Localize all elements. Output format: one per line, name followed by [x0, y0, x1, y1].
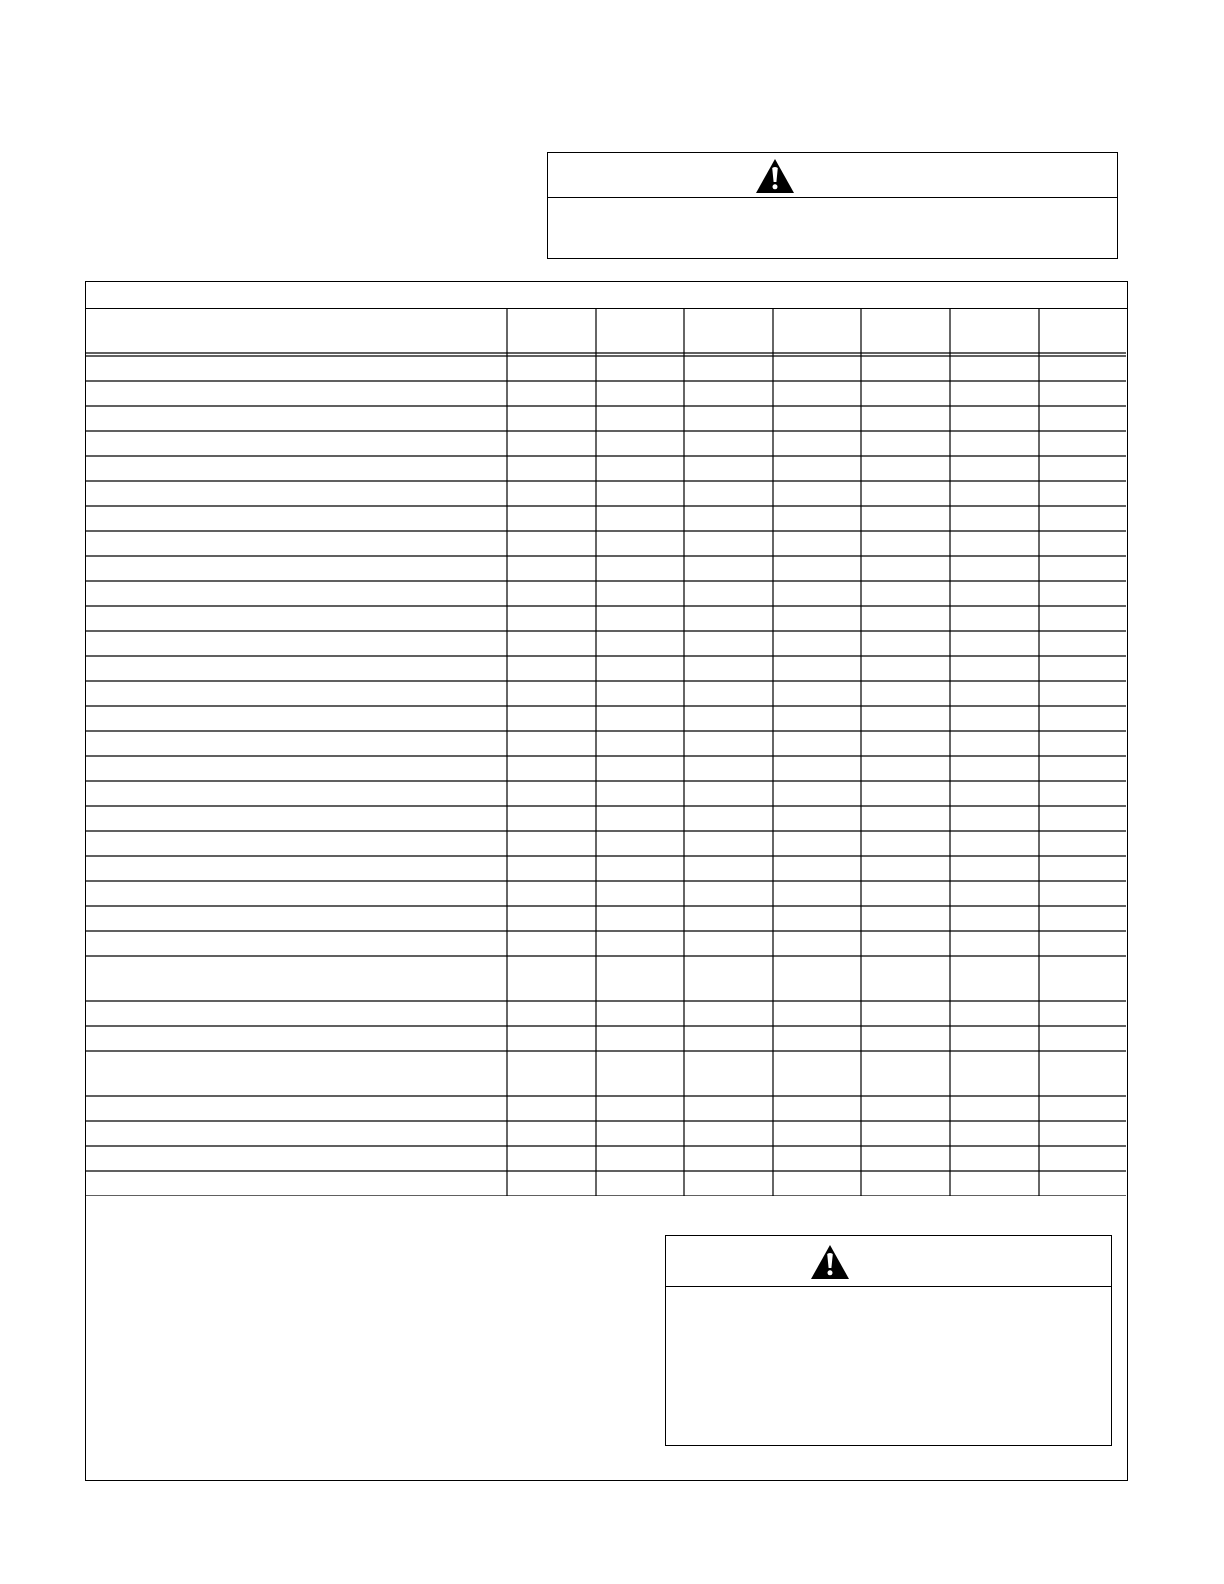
top-warning-box [547, 152, 1118, 259]
table-title [86, 282, 1127, 309]
bottom-warning-text [666, 1287, 1111, 1445]
bottom-warning-box [665, 1235, 1112, 1446]
warning-triangle-icon [755, 158, 795, 194]
warning-triangle-icon [810, 1244, 850, 1280]
top-warning-header [548, 153, 1117, 198]
spec-table-grid [86, 309, 1126, 1196]
bottom-warning-header [666, 1236, 1111, 1287]
top-warning-text [548, 198, 1117, 258]
